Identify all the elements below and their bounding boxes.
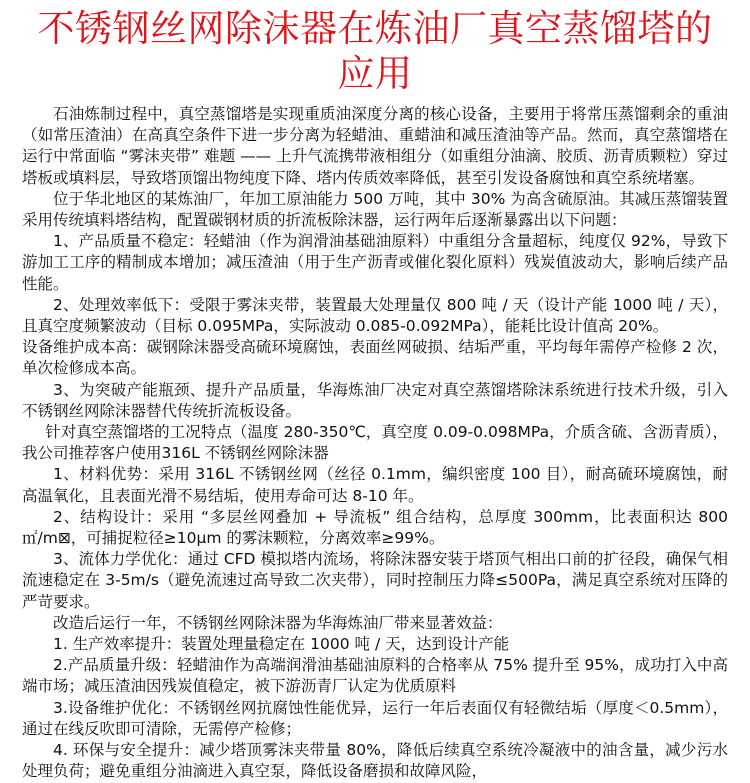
paragraph-problem-2: 2、处理效率低下：受限于雾沫夹带，装置最大处理量仅 800 吨 / 天（设计产能 1000 吨 / 天），且真空度频繁波动（目标 0.095MPa，实际波动 0.085-0.092MPa），能耗比设计值高 20%。 [22, 295, 728, 336]
paragraph-result-3: 3.设备维护优化：不锈钢丝网抗腐蚀性能优异，运行一年后表面仅有轻微结垢（厚度＜0.5mm），通过在线反吹即可清除，无需停产检修； [22, 698, 728, 738]
paragraph-result-1: 1. 生产效率提升：装置处理量稳定在 1000 吨 / 天，达到设计产能 [53, 635, 510, 654]
paragraph-material: 1、材料优势：采用 316L 不锈钢丝网（丝径 0.1mm，编织密度 100 目），耐高硫环境腐蚀，耐高温氧化，且表面光滑不易结垢，使用寿命可达 8-10 年。 [22, 465, 728, 505]
paragraph-result-2: 2.产品质量升级：轻蜡油作为高端润滑油基础油原料的合格率从 75% 提升至 95%，成功打入中高端市场；减压渣油因残炭值稳定，被下游沥青厂认定为优质原料 [22, 656, 728, 696]
paragraph-problem-maintenance: 设备维护成本高：碳钢除沫器受高硫环境腐蚀，表面丝网破损、结垢严重，平均每年需停产检修 2 次，单次检修成本高。 [22, 338, 728, 378]
title-line-1: 不锈钢丝网除沫器在炼油厂真空蒸馏塔的 [37, 7, 713, 50]
paragraph-result-4: 4. 环保与安全提升：减少塔顶雾沫夹带量 80%，降低后续真空系统冷凝液中的油含量，减少污水处理负荷；避免重组分油滴进入真空泵，降低设备磨损和故障风险， [22, 741, 728, 781]
paragraph-problem-1: 1、产品质量不稳定：轻蜡油（作为润滑油基础油原料）中重组分含量超标，纯度仅 92%，导致下游加工工序的精制成本增加；减压渣油（用于生产沥青或催化裂化原料）残炭值波动大，影响后续产品性能。 [22, 232, 728, 293]
paragraph-background: 位于华北地区的某炼油厂，年加工原油能力 500 万吨，其中 30% 为高含硫原油。其减压蒸馏装置采用传统填料塔结构，配置碳钢材质的折流板除沫器，运行两年后逐渐暴露出以下问题： [22, 189, 728, 230]
paragraph-fluid: 3、流体力学优化：通过 CFD 模拟塔内流场，将除沫器安装于塔顶气相出口前的扩径段，确保气相流速稳定在 3-5m/s（避免流速过高导致二次夹带），同时控制压力降≤500Pa，满足真空系统对压降的严苛要求。 [22, 550, 728, 611]
paragraph-intro: 石油炼制过程中，真空蒸馏塔是实现重质油深度分离的核心设备，主要用于将常压蒸馏剩余的重油（如常压渣油）在高真空条件下进一步分离为轻蜡油、重蜡油和减压渣油等产品。然而，真空蒸馏塔在运行中常面临 “雾沫夹带” 难题 —— 上升气流携带液相组分（如重组分油滴、胶质、沥青质颗粒）穿过塔板或填料层，导致塔顶馏出物纯度下降、塔内传质效率降低，甚至引发设备腐蚀和真空系统堵塞。 [22, 105, 728, 187]
paragraph-problem-3: 3、为突破产能瓶颈、提升产品质量，华海炼油厂决定对真空蒸馏塔除沫系统进行技术升级，引入不锈钢丝网除沫器替代传统折流板设备。 [22, 380, 728, 420]
paragraph-solution: 针对真空蒸馏塔的工况特点（温度 280-350℃，真空度 0.09-0.098MPa，介质含硫、含沥青质），我公司推荐客户使用316L 不锈钢丝网除沫器 [22, 423, 728, 463]
article-body [22, 104, 728, 783]
paragraph-structure: 2、结构设计：采用 “多层丝网叠加 + 导流板” 组合结构，总厚度 300mm，比表面积达 800㎡/m⊠，可捕捉粒径≥10μm 的雾沫颗粒，分离效率≥99%。 [22, 507, 728, 548]
article-title [22, 0, 728, 96]
paragraph-results-intro: 改造后运行一年，不锈钢丝网除沫器为华海炼油厂带来显著效益： [53, 613, 503, 632]
title-line-2: 应用 [337, 52, 413, 95]
